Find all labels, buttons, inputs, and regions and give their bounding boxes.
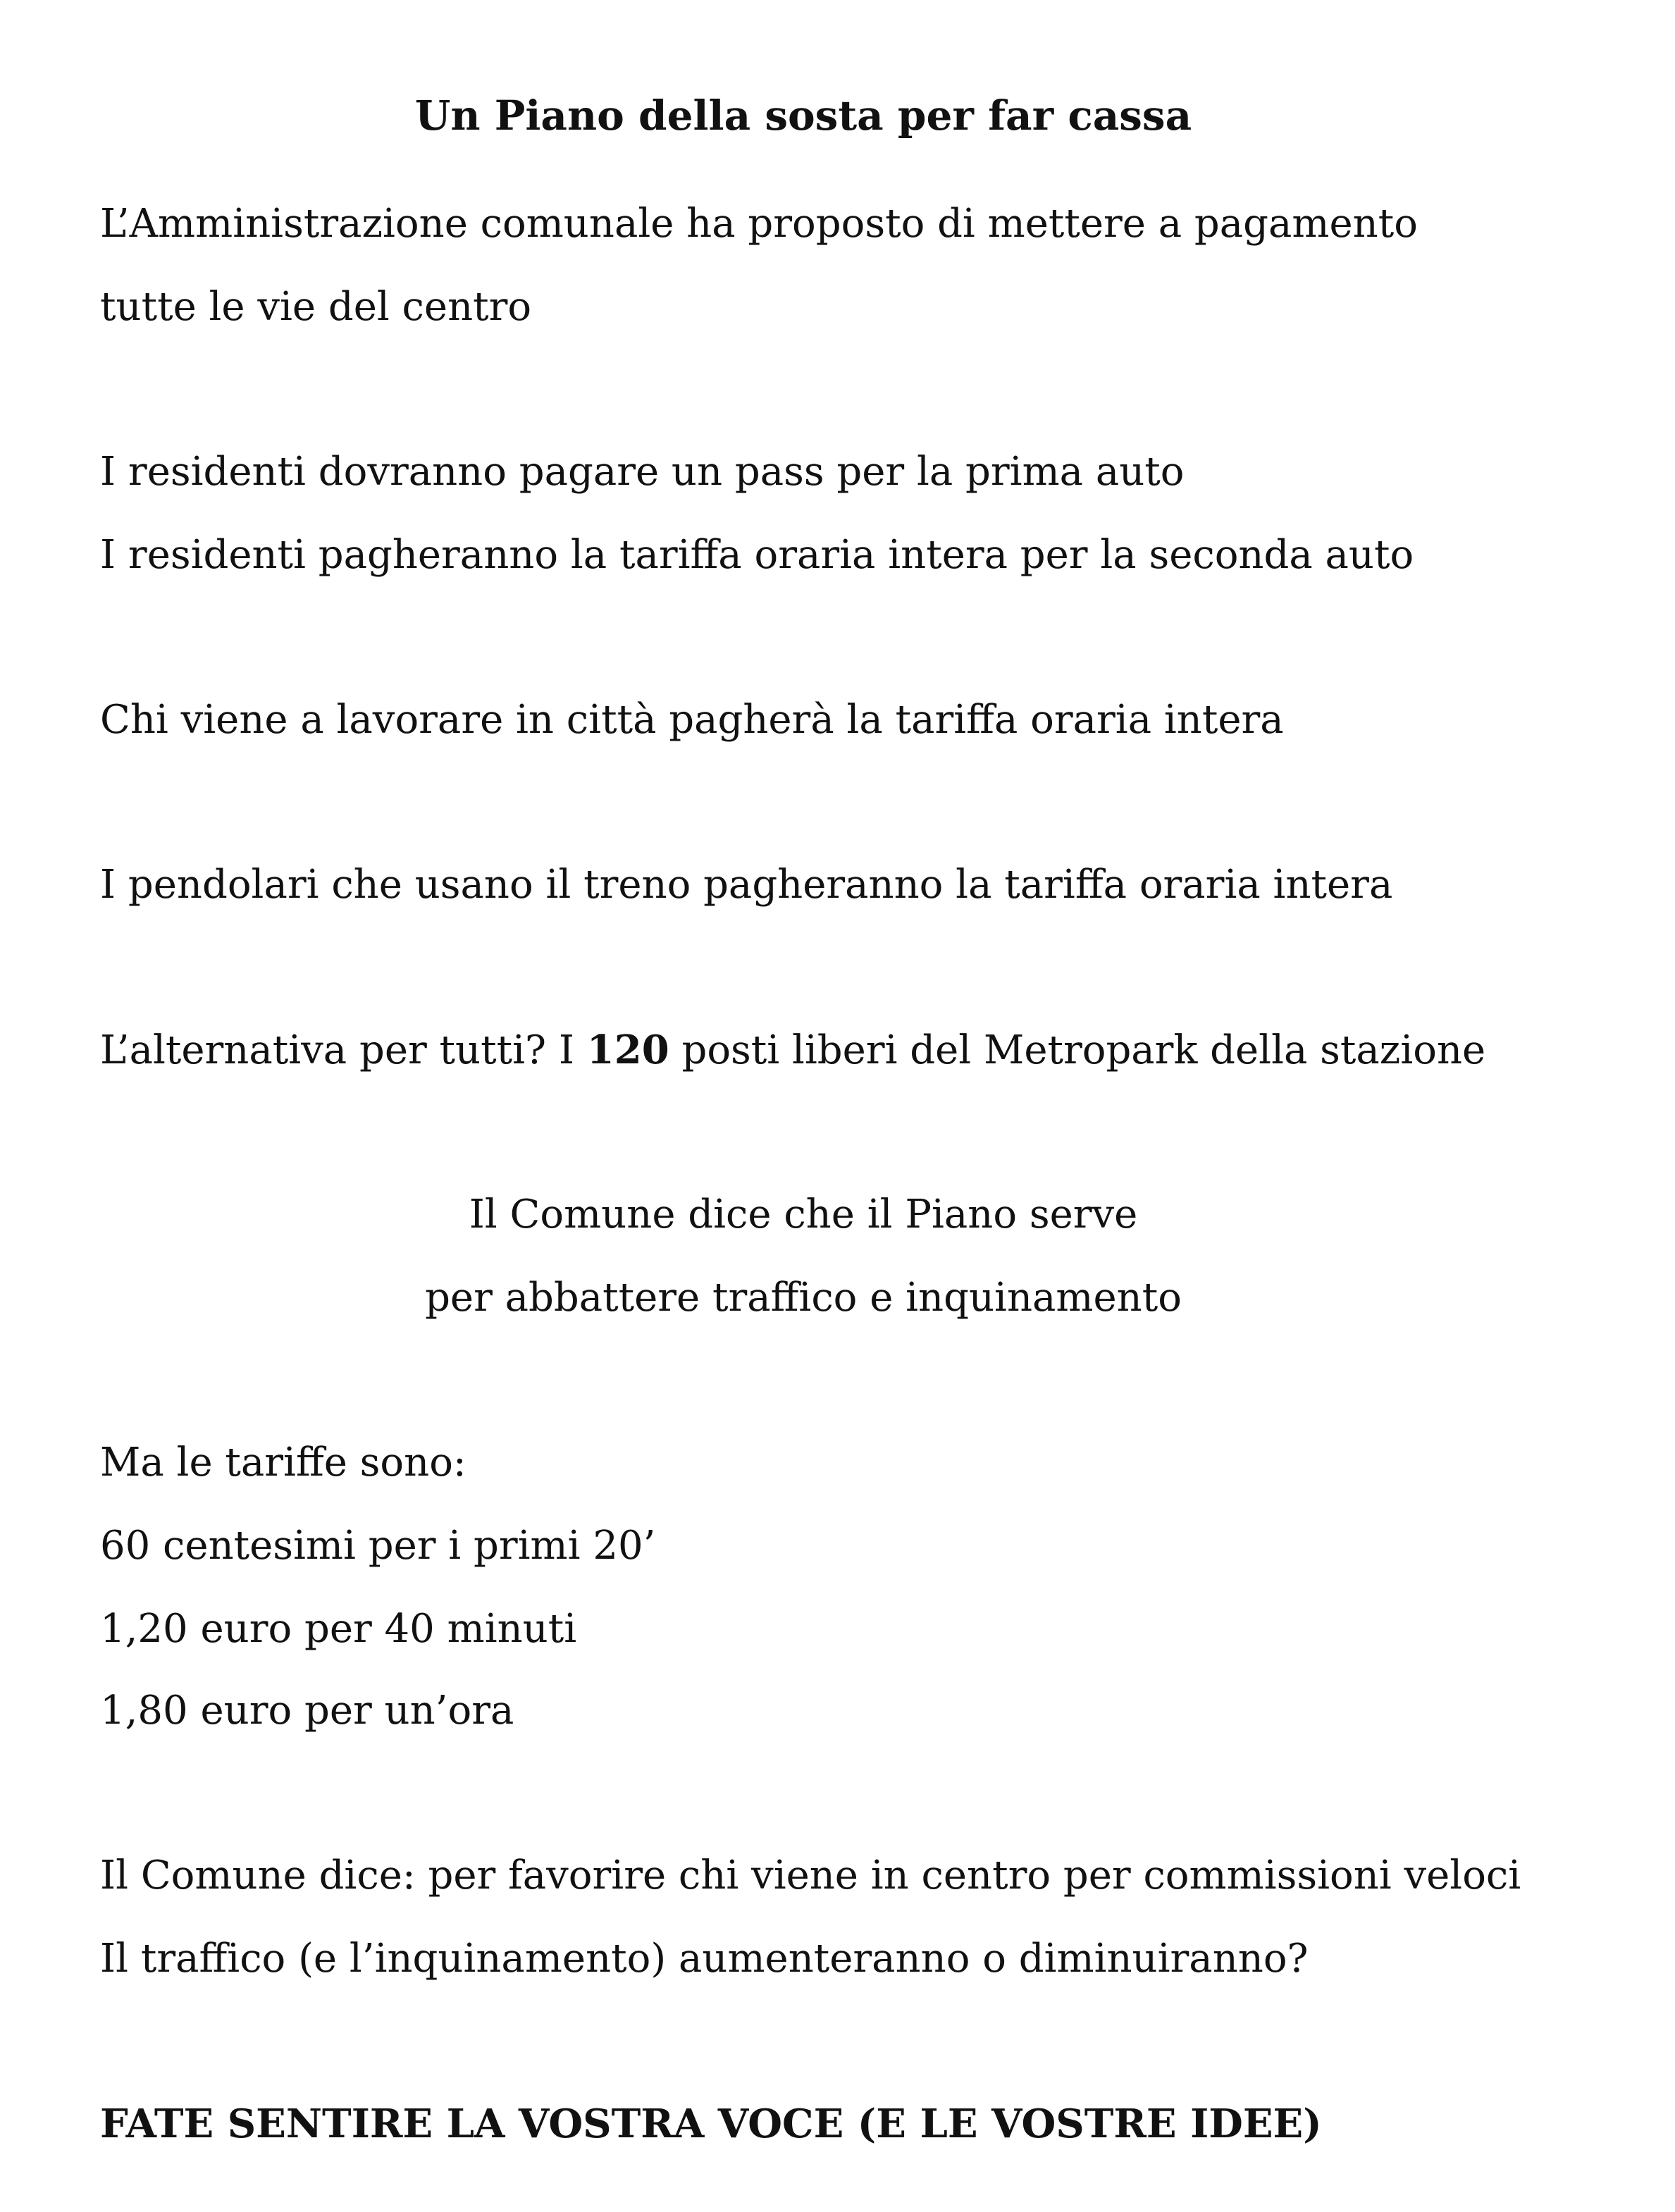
tariff-item: 60 centesimi per i primi 20’ bbox=[100, 1523, 656, 1569]
residents-line-1: I residenti dovranno pagare un pass per la prima auto bbox=[100, 449, 1185, 495]
question-line-1: Il Comune dice: per favorire chi viene in centro per commissioni veloci bbox=[100, 1853, 1521, 1898]
alternative-number: 120 bbox=[586, 1027, 669, 1073]
residents-line-2: I residenti pagheranno la tariffa oraria intera per la seconda auto bbox=[100, 532, 1414, 578]
tariffs-heading: Ma le tariffe sono: bbox=[100, 1440, 466, 1485]
alternative-text-after: posti liberi del Metropark della stazione bbox=[669, 1027, 1486, 1073]
document-title: Un Piano della sosta per far cassa bbox=[414, 92, 1192, 140]
intro-line-2: tutte le vie del centro bbox=[100, 284, 532, 330]
comune-claim-line-1: Il Comune dice che il Piano serve bbox=[469, 1192, 1138, 1237]
tariff-item: 1,20 euro per 40 minuti bbox=[100, 1606, 577, 1652]
call-to-action: FATE SENTIRE LA VOSTRA VOCE (E LE VOSTRE IDEE) bbox=[100, 2101, 1322, 2147]
alternative-text-before: L’alternativa per tutti? I bbox=[100, 1027, 587, 1073]
question-line-2: Il traffico (e l’inquinamento) aumenteranno o diminuiranno? bbox=[100, 1936, 1309, 1982]
alternative-line bbox=[100, 1022, 1485, 1079]
commuters-line: I pendolari che usano il treno pagheranno la tariffa oraria intera bbox=[100, 862, 1393, 908]
workers-line: Chi viene a lavorare in città pagherà la tariffa oraria intera bbox=[100, 697, 1284, 743]
tariff-item: 1,80 euro per un’ora bbox=[100, 1688, 514, 1734]
intro-line-1: L’Amministrazione comunale ha proposto di mettere a pagamento bbox=[100, 201, 1418, 247]
comune-claim-line-2: per abbattere traffico e inquinamento bbox=[425, 1275, 1182, 1321]
